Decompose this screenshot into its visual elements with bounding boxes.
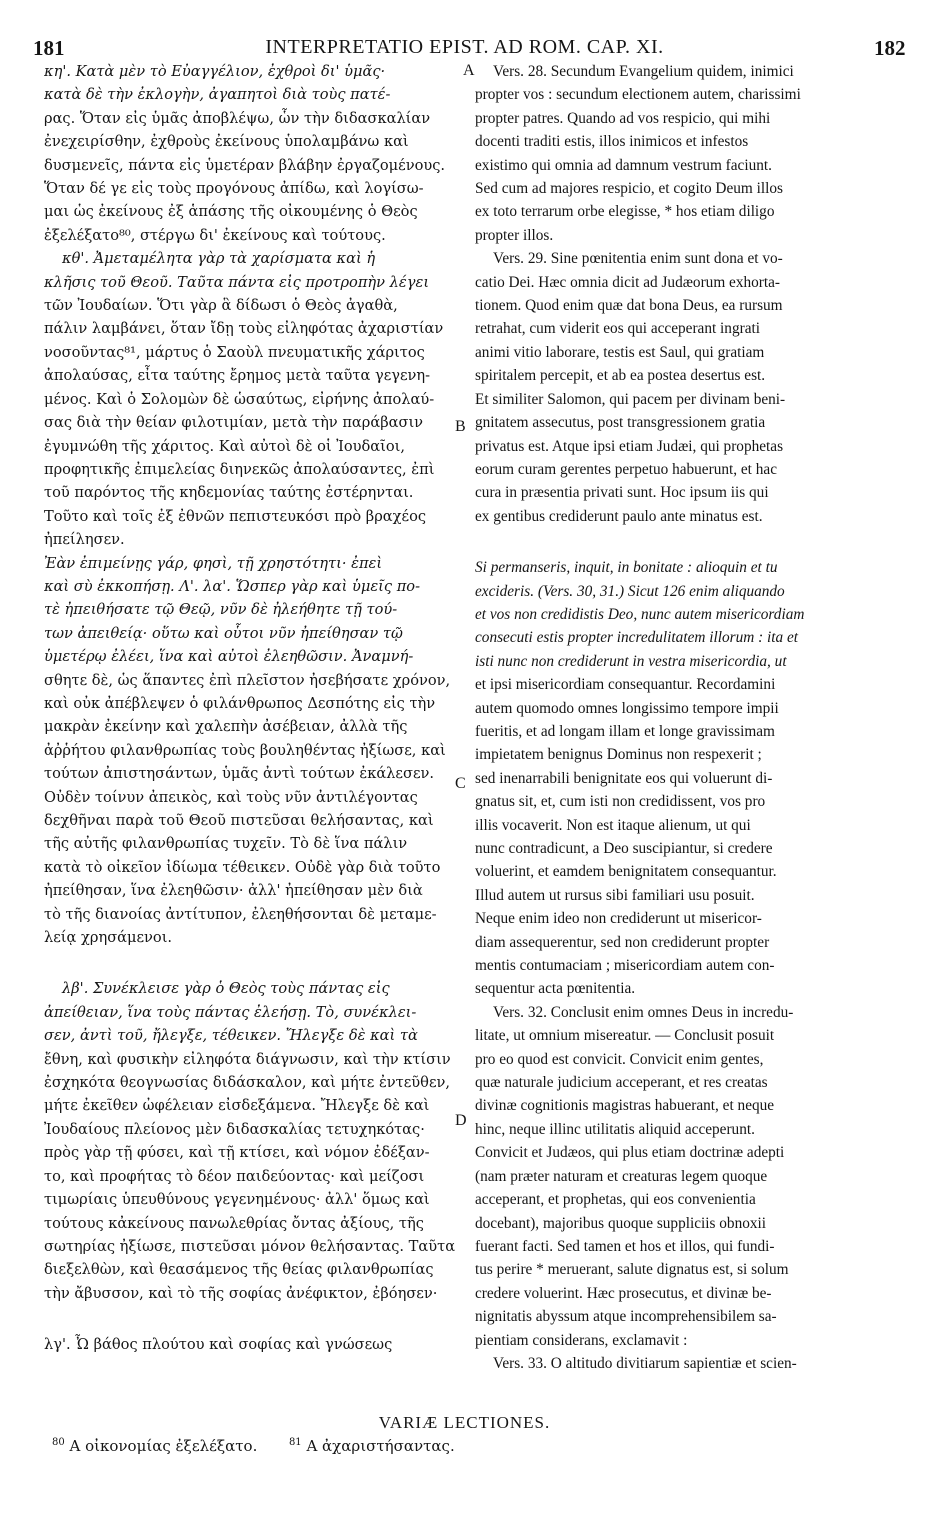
text-line: Οὐδὲν τοίνυν ἀπεικὸς, καὶ τοὺς νῦν ἀντιλέγοντας xyxy=(44,788,418,806)
text-line: ὑμετέρῳ ἐλέει, ἵνα καὶ αὐτοὶ ἐλεηθῶσιν. Ἀναμνή- xyxy=(44,648,414,666)
text-line: λγ'. Ὦ βάθος πλούτου καὶ σοφίας καὶ γνώσεως xyxy=(44,1336,393,1354)
text-line: σθητε δὲ, ὡς ἅπαντες ἐπὶ πλεῖστον ἠσεβήσατε χρόνον, xyxy=(44,671,451,689)
text-line: existimo qui omnia ad damnum vestrum faciunt. xyxy=(475,156,772,174)
text-line: diam assequerentur, sed non crediderunt propter xyxy=(475,933,770,951)
text-line: τούτων ἀπιστησάντων, ὑμᾶς ἀντὶ τούτων ἐκάλεσεν. xyxy=(44,765,435,783)
text-line: spiritalem percepit, et ab ea postea desertus est. xyxy=(475,367,766,385)
text-line: λείᾳ χρησάμενοι. xyxy=(44,929,173,947)
text-line: propter illos. xyxy=(475,226,554,244)
text-line: πάλιν λαμβάνει, ὅταν ἴδῃ τοὺς εἰληφότας ἀχαριστίαν xyxy=(44,320,444,338)
text-line: ρας. Ὅταν εἰς ὑμᾶς ἀποβλέψω, ὧν τὴν διδασκαλίαν xyxy=(44,109,431,127)
text-line: τούτους κἀκείνους πανωλεθρίας ὄντας ἀξίους, τῆς xyxy=(44,1214,424,1232)
text-line: νοσοῦντας⁸¹, μάρτυς ὁ Σαοὺλ πνευματικῆς χάριτος xyxy=(44,343,425,361)
text-line: τὲ ἠπειθήσατε τῷ Θεῷ, νῦν δὲ ἠλεήθητε τῇ τού- xyxy=(44,601,398,619)
text-line: tus perire * meruerant, salute dignatus est, si solum xyxy=(475,1261,789,1279)
text-line: Sed cum ad majores respicio, et cogito Deum illos xyxy=(475,180,783,198)
text-line xyxy=(44,949,459,977)
text-line: τῶν Ἰουδαίων. Ὅτι γὰρ ἃ δίδωσι ὁ Θεὸς ἀγαθὰ, xyxy=(44,297,398,315)
text-line: ἠπείλησεν. xyxy=(44,531,125,549)
text-line: Vers. 28. Secundum Evangelium quidem, inimici xyxy=(493,63,794,80)
text-line: Τοῦτο καὶ τοῖς ἐξ ἐθνῶν πεπιστευκόσι πρὸ βραχέος xyxy=(44,507,427,525)
text-line: retrahat, cum viderit eos qui acceperant ingrati xyxy=(475,320,760,338)
text-line: Vers. 33. O altitudo divitiarum sapientiæ et scien- xyxy=(493,1354,797,1372)
text-line: τοῦ παρόντος τῆς κηδεμονίας ταύτης ἐστέρηνται. xyxy=(44,484,414,502)
text-line: Si permanseris, inquit, in bonitate : alioquin et tu xyxy=(475,559,778,577)
margin-letter-a: A xyxy=(463,62,475,79)
text-line: eorum curam gerentes perpetuo habuerunt, et hac xyxy=(475,460,777,478)
text-line: κατὰ τὸ οἰκεῖον ἰδίωμα τέθεικεν. Οὐδὲ γὰρ διὰ τοῦτο xyxy=(44,858,441,876)
text-line: isti nunc non crediderunt in vestra misericordia, ut xyxy=(475,652,787,670)
text-line: σωτηρίας ἠξίωσε, πιστεῦσαι μόνον θελήσαντας. Ταῦτα xyxy=(44,1237,456,1255)
footnote-number: 81 xyxy=(288,1437,302,1448)
text-line: Neque enim ideo non crediderunt ut misericor- xyxy=(475,910,762,928)
text-line: et ipsi misericordiam consequantur. Recordamini xyxy=(475,676,776,694)
text-line: privatus est. Atque ipsi etiam Judæi, qui prophetas xyxy=(475,437,784,455)
text-line: τὸ τῆς διανοίας ἀντίτυπον, ἐλεηθήσονται δὲ μεταμε- xyxy=(44,905,437,923)
text-line: κατὰ δὲ τὴν ἐκλογὴν, ἀγαπητοὶ διὰ τοὺς πατέ- xyxy=(44,86,391,104)
variae-lectiones-title: VARIÆ LECTIONES. xyxy=(378,1413,551,1432)
text-line: λβ'. Συνέκλεισε γὰρ ὁ Θεὸς τοὺς πάντας εἰς xyxy=(62,980,390,998)
text-line: credere voluerint. Hæc prosecutus, et divinæ be- xyxy=(475,1284,772,1302)
page-number-left: 181 xyxy=(33,36,65,60)
text-line: Ὅταν δέ γε εἰς τοὺς προγόνους ἀπίδω, καὶ λογίσω- xyxy=(44,180,424,198)
text-line: κθ'. Ἀμεταμέλητα γὰρ τὰ χαρίσματα καὶ ἡ xyxy=(62,250,376,268)
footnote-number: 80 xyxy=(52,1437,65,1448)
text-line: προφητικῆς ἐπιμελείας διηνεκῶς ἀπολαύσαντες, ἐπὶ xyxy=(44,460,435,478)
text-line: catio Dei. Hæc omnia dicit ad Judæorum exhorta- xyxy=(475,273,781,291)
text-line: μένος. Καὶ ὁ Σολομὼν δὲ ὡσαύτως, εἰρήνης ἀπολαύ- xyxy=(44,390,435,408)
text-line: (nam præter naturam et creaturas legem quoque xyxy=(475,1167,768,1185)
text-line: Convicit et Judæos, qui plus etiam doctrinæ adepti xyxy=(475,1144,785,1162)
text-line: excideris. (Vers. 30, 31.) Sicut 126 enim aliquando xyxy=(475,582,785,600)
margin-letter-b: B xyxy=(455,418,466,435)
text-line: τὴν ἄβυσσον, καὶ τὸ τῆς σοφίας ἀνέφικτον, ἐβόησεν· xyxy=(44,1284,438,1302)
text-line: propter vos : secundum electionem autem, charissimi xyxy=(475,86,801,104)
text-line: docenti traditi estis, illos inimicos et infestos xyxy=(475,133,749,151)
text-line: δυσμενεῖς, πάντα εἰς ὑμετέραν βλάβην ἐργαζομένους. xyxy=(44,156,446,174)
text-line: quæ naturale judicium acceperant, et res creatas xyxy=(475,1074,768,1092)
margin-letter-c: C xyxy=(455,775,466,792)
text-line xyxy=(475,528,885,556)
text-line: ἐξελέξατο⁸⁰, στέργω δι' ἐκείνους καὶ τούτους. xyxy=(44,226,386,244)
text-line: ἐγυμνώθη τῆς χάριτος. Καὶ αὐτοὶ δὲ οἱ Ἰουδαῖοι, xyxy=(44,437,406,455)
text-line: acceperant, et prophetas, qui eos convenientia xyxy=(475,1191,756,1209)
text-line: propter patres. Quando ad vos respicio, qui mihi xyxy=(475,109,771,127)
latin-column xyxy=(475,60,885,1375)
text-line: Illud autem ut rursus sibi familiari usu posuit. xyxy=(475,886,755,904)
text-line: Vers. 29. Sine pœnitentia enim sunt dona et vo- xyxy=(493,250,783,268)
text-line: impietatem benignus Dominus non respexerit ; xyxy=(475,746,762,764)
text-line: nunc contradicunt, a Deo suscipiantur, si credere xyxy=(475,840,773,857)
text-line: μακρὰν ἐκείνην καὶ χαλεπὴν ἀσέβειαν, ἀλλὰ τῆς xyxy=(44,718,408,736)
text-line: σας διὰ τὴν θείαν φιλοτιμίαν, μετὰ τὴν παράβασιν xyxy=(44,414,424,432)
text-line: consecuti estis propter incredulitatem illorum : ita et xyxy=(475,629,799,647)
footnotes xyxy=(52,1437,455,1455)
text-line: voluerint, et eamdem benignitatem consequantur. xyxy=(475,863,777,881)
text-line: pientiam considerans, exclamavit : xyxy=(475,1331,688,1349)
text-line: Vers. 32. Conclusit enim omnes Deus in incredu- xyxy=(493,1003,794,1021)
text-line: gnitatem assecutus, post transgressionem gratia xyxy=(475,414,766,432)
text-line: μαι ὡς ἐκείνους ἐξ ἁπάσης τῆς οἰκουμένης ὁ Θεὸς xyxy=(44,203,418,221)
text-line: ex gentibus crediderunt paulo ante minatus est. xyxy=(475,507,763,525)
margin-letter-d: D xyxy=(455,1112,467,1129)
text-line: Ἐὰν ἐπιμείνῃς γάρ, φησὶ, τῇ χρηστότητι· ἐπεὶ xyxy=(44,554,383,572)
text-line: hinc, neque illinc utilitatis aliquid acceperunt. xyxy=(475,1120,755,1138)
footnote-text: A οἰκονομίας ἐξελέξατο. xyxy=(69,1437,258,1455)
text-line: διεξελθὼν, καὶ θεασάμενος τῆς θείας φιλανθρωπίας xyxy=(44,1261,434,1279)
text-line: animi vitio laborare, testis est Saul, qui gratiam xyxy=(475,343,765,361)
text-line: πρὸς γὰρ τῇ φύσει, καὶ τῇ κτίσει, καὶ νόμον ἐδέξαν- xyxy=(44,1144,430,1162)
text-line: καὶ οὐκ ἀπέβλεψεν ὁ φιλάνθρωπος Δεσπότης εἰς τὴν xyxy=(44,694,436,712)
text-line: τιμωρίαις ὑπευθύνους γεγενημένους· ἀλλ' ὅμως καὶ xyxy=(44,1191,430,1209)
text-line: ex toto terrarum orbe elegisse, * hos etiam diligo xyxy=(475,203,775,221)
text-line: cura in præsentia privati sunt. Hoc ipsum iis qui xyxy=(475,484,769,502)
greek-column xyxy=(44,60,459,1357)
text-line: illis vocaverit. Non est itaque alienum, ut qui xyxy=(475,816,751,834)
text-line xyxy=(44,1305,459,1333)
page-number-right: 182 xyxy=(874,36,906,60)
text-line: ἠπείθησαν, ἵνα ἐλεηθῶσιν· ἀλλ' ἠπείθησαν μὲν διὰ xyxy=(44,882,423,900)
text-line: ἐσχηκότα θεογνωσίας διδάσκαλον, καὶ μήτε ἐντεῦθεν, xyxy=(44,1074,451,1092)
running-header xyxy=(0,0,929,60)
text-line: ἔθνη, καὶ φυσικὴν εἰληφότα διάγνωσιν, καὶ τὴν κτίσιν xyxy=(44,1050,451,1068)
text-line: των ἀπειθείᾳ· οὕτω καὶ οὗτοι νῦν ἠπείθησαν τῷ xyxy=(44,624,403,642)
text-line: gnatus sit, et, cum isti non credidissent, vos pro xyxy=(475,793,766,811)
text-line: Et similiter Salomon, qui pacem per divinam beni- xyxy=(475,390,786,408)
text-line: fueritis, et ad longam illam et longe gravissimam xyxy=(475,722,775,740)
text-line: pro eo quod est convicit. Convicit enim gentes, xyxy=(475,1050,764,1068)
text-line: κη'. Κατὰ μὲν τὸ Εὐαγγέλιον, ἐχθροὶ δι' ὑμᾶς· xyxy=(44,63,386,80)
text-line: et vos non credidistis Deo, nunc autem misericordiam xyxy=(475,605,805,623)
text-line: ἐνεχειρίσθην, ἐχθροὺς ἐκείνους ὑπολαμβάνω καὶ xyxy=(44,133,409,151)
text-line: Ἰουδαίους πλείονος μὲν διδασκαλίας τετυχηκότας· xyxy=(44,1120,425,1138)
text-line: autem quomodo omnes longissimo tempore impii xyxy=(475,699,779,717)
text-line: το, καὶ προφήτας τὸ δέον παιδεύοντας· καὶ μείζοσι xyxy=(44,1167,425,1185)
text-line: docebant), majoribus quoque suppliciis obnoxii xyxy=(475,1214,767,1232)
text-line: litate, ut omnium misereatur. — Conclusit posuit xyxy=(475,1027,775,1045)
text-line: sed inenarrabili benignitate eos qui voluerunt di- xyxy=(475,769,773,787)
text-line: sequentur acta pœnitentia. xyxy=(475,980,636,998)
text-line: κλῆσις τοῦ Θεοῦ. Ταῦτα πάντα εἰς προτροπὴν λέγει xyxy=(44,273,430,291)
text-line: καὶ σὺ ἐκκοπήσῃ. Λ'. λα'. Ὥσπερ γὰρ καὶ ὑμεῖς πο- xyxy=(44,577,421,595)
text-line: ἀπολαύσας, εἶτα ταύτης ἔρημος μετὰ ταῦτα γεγενη- xyxy=(44,367,431,385)
text-line: σεν, ἀντὶ τοῦ, ἤλεγξε, τέθεικεν. Ἤλεγξε δὲ καὶ τὰ xyxy=(44,1027,418,1045)
text-line: tionem. Quod enim quæ dat bona Deus, ea rursum xyxy=(475,297,783,315)
footnote-text: A ἀχαριστήσαντας. xyxy=(306,1437,455,1455)
text-line: ἀπείθειαν, ἵνα τοὺς πάντας ἐλεήσῃ. Τὸ, συνέκλει- xyxy=(44,1003,417,1021)
text-line: mentis contumaciam ; misericordiam autem con- xyxy=(475,957,775,975)
text-line: μήτε ἐκεῖθεν ὠφέλειαν εἰσδεξάμενα. Ἤλεγξε δὲ καὶ xyxy=(44,1097,430,1115)
text-line: divinæ cognitionis magistras habuerant, et neque xyxy=(475,1097,775,1115)
running-title: INTERPRETATIO EPIST. AD ROM. CAP. XI. xyxy=(265,36,664,58)
text-line: nignitatis abyssum atque incomprehensibilem sa- xyxy=(475,1308,777,1326)
text-line: ἀῤῥήτου φιλανθρωπίας τοὺς βουληθέντας ἠξίωσε, καὶ xyxy=(44,741,446,759)
text-line: δεχθῆναι παρὰ τοῦ Θεοῦ πιστεῦσαι θελήσαντας, καὶ xyxy=(44,812,434,829)
text-line: fuerant facti. Sed tamen et hos et illos, qui fundi- xyxy=(475,1237,775,1255)
text-line: τῆς αὐτῆς φιλανθρωπίας τυχεῖν. Τὸ δὲ ἵνα πάλιν xyxy=(44,835,408,853)
